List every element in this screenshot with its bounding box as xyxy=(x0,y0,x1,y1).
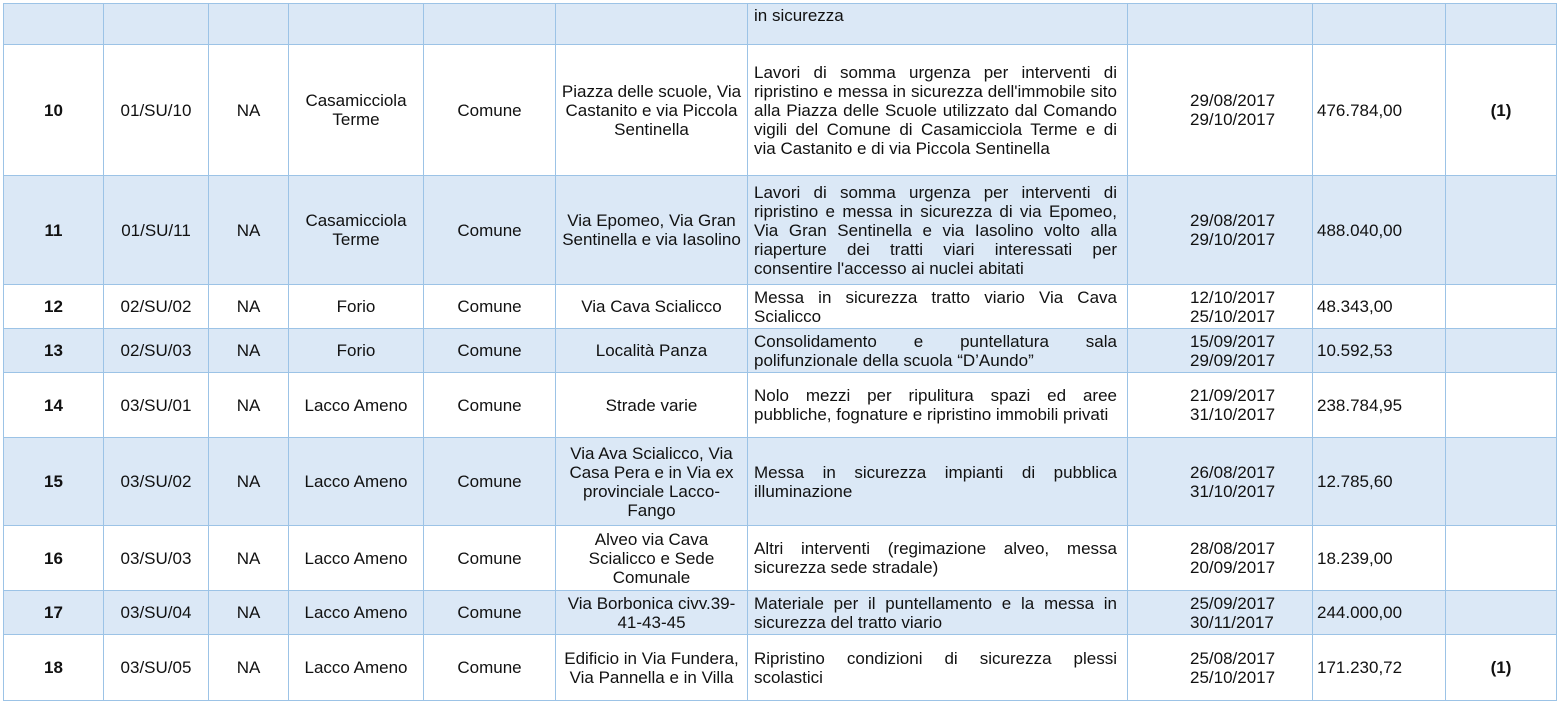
cell-amount: 238.784,95 xyxy=(1313,373,1446,438)
cell-municipality: Casamicciola Terme xyxy=(289,176,424,285)
cell-prov: NA xyxy=(209,635,289,701)
cell-entity: Comune xyxy=(424,176,556,285)
table-row xyxy=(4,591,1557,635)
cell-note xyxy=(1446,176,1557,285)
date-start: 21/09/2017 xyxy=(1190,386,1276,405)
cell-amount: 244.000,00 xyxy=(1313,591,1446,635)
cell-code: 02/SU/02 xyxy=(104,285,209,329)
cell-entity: Comune xyxy=(424,285,556,329)
cell-amount xyxy=(1313,4,1446,45)
date-start: 15/09/2017 xyxy=(1190,331,1276,351)
cell-prov: NA xyxy=(209,438,289,526)
cell-municipality: Lacco Ameno xyxy=(289,591,424,635)
table-row xyxy=(4,45,1557,176)
cell-note xyxy=(1446,329,1557,373)
cell-amount: 171.230,72 xyxy=(1313,635,1446,701)
cell-note xyxy=(1446,285,1557,329)
cell-note xyxy=(1446,526,1557,591)
cell-num: 11 xyxy=(4,176,104,285)
cell-description: Lavori di somma urgenza per interventi di ripristino e messa in sicurezza dell'immobile sito alla Piazza delle Scuole utilizzato dal Comando vigili del Comune di Casamicciola Terme e di via Castanito e di via Piccola Sentinella xyxy=(748,45,1128,176)
cell-code xyxy=(104,4,209,45)
cell-dates xyxy=(1128,285,1313,329)
interventions-table xyxy=(3,3,1557,701)
cell-location: Piazza delle scuole, Via Castanito e via Piccola Sentinella xyxy=(556,45,748,176)
date-start: 25/09/2017 xyxy=(1190,593,1276,613)
cell-note: (1) xyxy=(1446,635,1557,701)
cell-dates xyxy=(1128,4,1313,45)
cell-dates xyxy=(1128,438,1313,526)
date-start: 28/08/2017 xyxy=(1190,539,1276,558)
cell-amount: 10.592,53 xyxy=(1313,329,1446,373)
cell-municipality: Forio xyxy=(289,329,424,373)
cell-prov: NA xyxy=(209,285,289,329)
date-start: 29/08/2017 xyxy=(1190,91,1276,110)
table-row-continued xyxy=(4,4,1557,45)
table-row xyxy=(4,176,1557,285)
date-start: 26/08/2017 xyxy=(1190,462,1276,482)
cell-entity: Comune xyxy=(424,329,556,373)
cell-dates xyxy=(1128,373,1313,438)
date-end: 31/10/2017 xyxy=(1190,481,1276,501)
cell-note xyxy=(1446,438,1557,526)
cell-amount: 12.785,60 xyxy=(1313,438,1446,526)
cell-municipality: Lacco Ameno xyxy=(289,635,424,701)
cell-num: 13 xyxy=(4,329,104,373)
cell-code: 02/SU/03 xyxy=(104,329,209,373)
cell-num: 16 xyxy=(4,526,104,591)
cell-municipality: Lacco Ameno xyxy=(289,438,424,526)
table-row xyxy=(4,329,1557,373)
cell-entity: Comune xyxy=(424,526,556,591)
cell-note: (1) xyxy=(1446,45,1557,176)
date-end: 31/10/2017 xyxy=(1190,405,1276,424)
date-start: 25/08/2017 xyxy=(1190,648,1276,668)
date-start: 12/10/2017 xyxy=(1190,287,1276,307)
cell-prov xyxy=(209,4,289,45)
cell-num: 10 xyxy=(4,45,104,176)
cell-code: 03/SU/04 xyxy=(104,591,209,635)
cell-prov: NA xyxy=(209,591,289,635)
cell-code: 03/SU/02 xyxy=(104,438,209,526)
date-end: 25/10/2017 xyxy=(1190,306,1276,326)
cell-amount: 48.343,00 xyxy=(1313,285,1446,329)
cell-code: 01/SU/11 xyxy=(104,176,209,285)
cell-dates xyxy=(1128,635,1313,701)
cell-amount: 488.040,00 xyxy=(1313,176,1446,285)
cell-description: Altri interventi (regimazione alveo, messa sicurezza sede stradale) xyxy=(748,526,1128,591)
cell-entity: Comune xyxy=(424,438,556,526)
cell-location: Via Ava Scialicco, Via Casa Pera e in Via ex provinciale Lacco-Fango xyxy=(556,438,748,526)
cell-description: Messa in sicurezza tratto viario Via Cava Scialicco xyxy=(748,285,1128,329)
cell-amount: 18.239,00 xyxy=(1313,526,1446,591)
cell-description: Ripristino condizioni di sicurezza plessi scolastici xyxy=(748,635,1128,701)
cell-num: 18 xyxy=(4,635,104,701)
cell-entity: Comune xyxy=(424,591,556,635)
cell-prov: NA xyxy=(209,45,289,176)
cell-note xyxy=(1446,591,1557,635)
cell-prov: NA xyxy=(209,373,289,438)
cell-description: Materiale per il puntellamento e la messa in sicurezza del tratto viario xyxy=(748,591,1128,635)
table-row xyxy=(4,285,1557,329)
cell-municipality xyxy=(289,4,424,45)
cell-code: 03/SU/05 xyxy=(104,635,209,701)
cell-code: 03/SU/03 xyxy=(104,526,209,591)
cell-code: 03/SU/01 xyxy=(104,373,209,438)
cell-num: 15 xyxy=(4,438,104,526)
cell-location: Via Cava Scialicco xyxy=(556,285,748,329)
cell-location: Alveo via Cava Scialicco e Sede Comunale xyxy=(556,526,748,591)
table-row xyxy=(4,526,1557,591)
date-end: 29/09/2017 xyxy=(1190,350,1276,370)
cell-location: Edificio in Via Fundera, Via Pannella e in Villa xyxy=(556,635,748,701)
date-end: 20/09/2017 xyxy=(1190,558,1276,577)
cell-num: 14 xyxy=(4,373,104,438)
cell-num: 17 xyxy=(4,591,104,635)
cell-description: Nolo mezzi per ripulitura spazi ed aree pubbliche, fognature e ripristino immobili privati xyxy=(748,373,1128,438)
table-row xyxy=(4,373,1557,438)
cell-dates xyxy=(1128,526,1313,591)
cell-amount: 476.784,00 xyxy=(1313,45,1446,176)
cell-prov: NA xyxy=(209,176,289,285)
cell-municipality: Forio xyxy=(289,285,424,329)
cell-municipality: Casamicciola Terme xyxy=(289,45,424,176)
cell-dates xyxy=(1128,329,1313,373)
table-row xyxy=(4,438,1557,526)
cell-entity: Comune xyxy=(424,373,556,438)
cell-code: 01/SU/10 xyxy=(104,45,209,176)
cell-description: Lavori di somma urgenza per interventi di ripristino e messa in sicurezza di via Epomeo, Via Gran Sentinella e via Iasolino volto alla riaperture dei tratti viari interessati per consentire l'accesso ai nuclei abitati xyxy=(748,176,1128,285)
date-end: 29/10/2017 xyxy=(1190,110,1276,129)
cell-location: Strade varie xyxy=(556,373,748,438)
cell-num xyxy=(4,4,104,45)
cell-location: Località Panza xyxy=(556,329,748,373)
cell-entity xyxy=(424,4,556,45)
table-row xyxy=(4,635,1557,701)
cell-description: Messa in sicurezza impianti di pubblica illuminazione xyxy=(748,438,1128,526)
cell-note xyxy=(1446,4,1557,45)
cell-note xyxy=(1446,373,1557,438)
date-end: 25/10/2017 xyxy=(1190,667,1276,687)
date-end: 30/11/2017 xyxy=(1190,612,1274,632)
cell-location: Via Epomeo, Via Gran Sentinella e via Iasolino xyxy=(556,176,748,285)
cell-entity: Comune xyxy=(424,635,556,701)
cell-dates xyxy=(1128,176,1313,285)
date-start: 29/08/2017 xyxy=(1190,211,1276,230)
cell-description: in sicurezza xyxy=(748,4,1128,45)
cell-dates xyxy=(1128,45,1313,176)
date-end: 29/10/2017 xyxy=(1190,230,1276,249)
cell-prov: NA xyxy=(209,329,289,373)
cell-prov: NA xyxy=(209,526,289,591)
cell-municipality: Lacco Ameno xyxy=(289,526,424,591)
cell-municipality: Lacco Ameno xyxy=(289,373,424,438)
table-body xyxy=(4,4,1557,701)
cell-dates xyxy=(1128,591,1313,635)
cell-location: Via Borbonica civv.39-41-43-45 xyxy=(556,591,748,635)
cell-location xyxy=(556,4,748,45)
cell-description: Consolidamento e puntellatura sala polifunzionale della scuola “D’Aundo” xyxy=(748,329,1128,373)
cell-entity: Comune xyxy=(424,45,556,176)
cell-num: 12 xyxy=(4,285,104,329)
